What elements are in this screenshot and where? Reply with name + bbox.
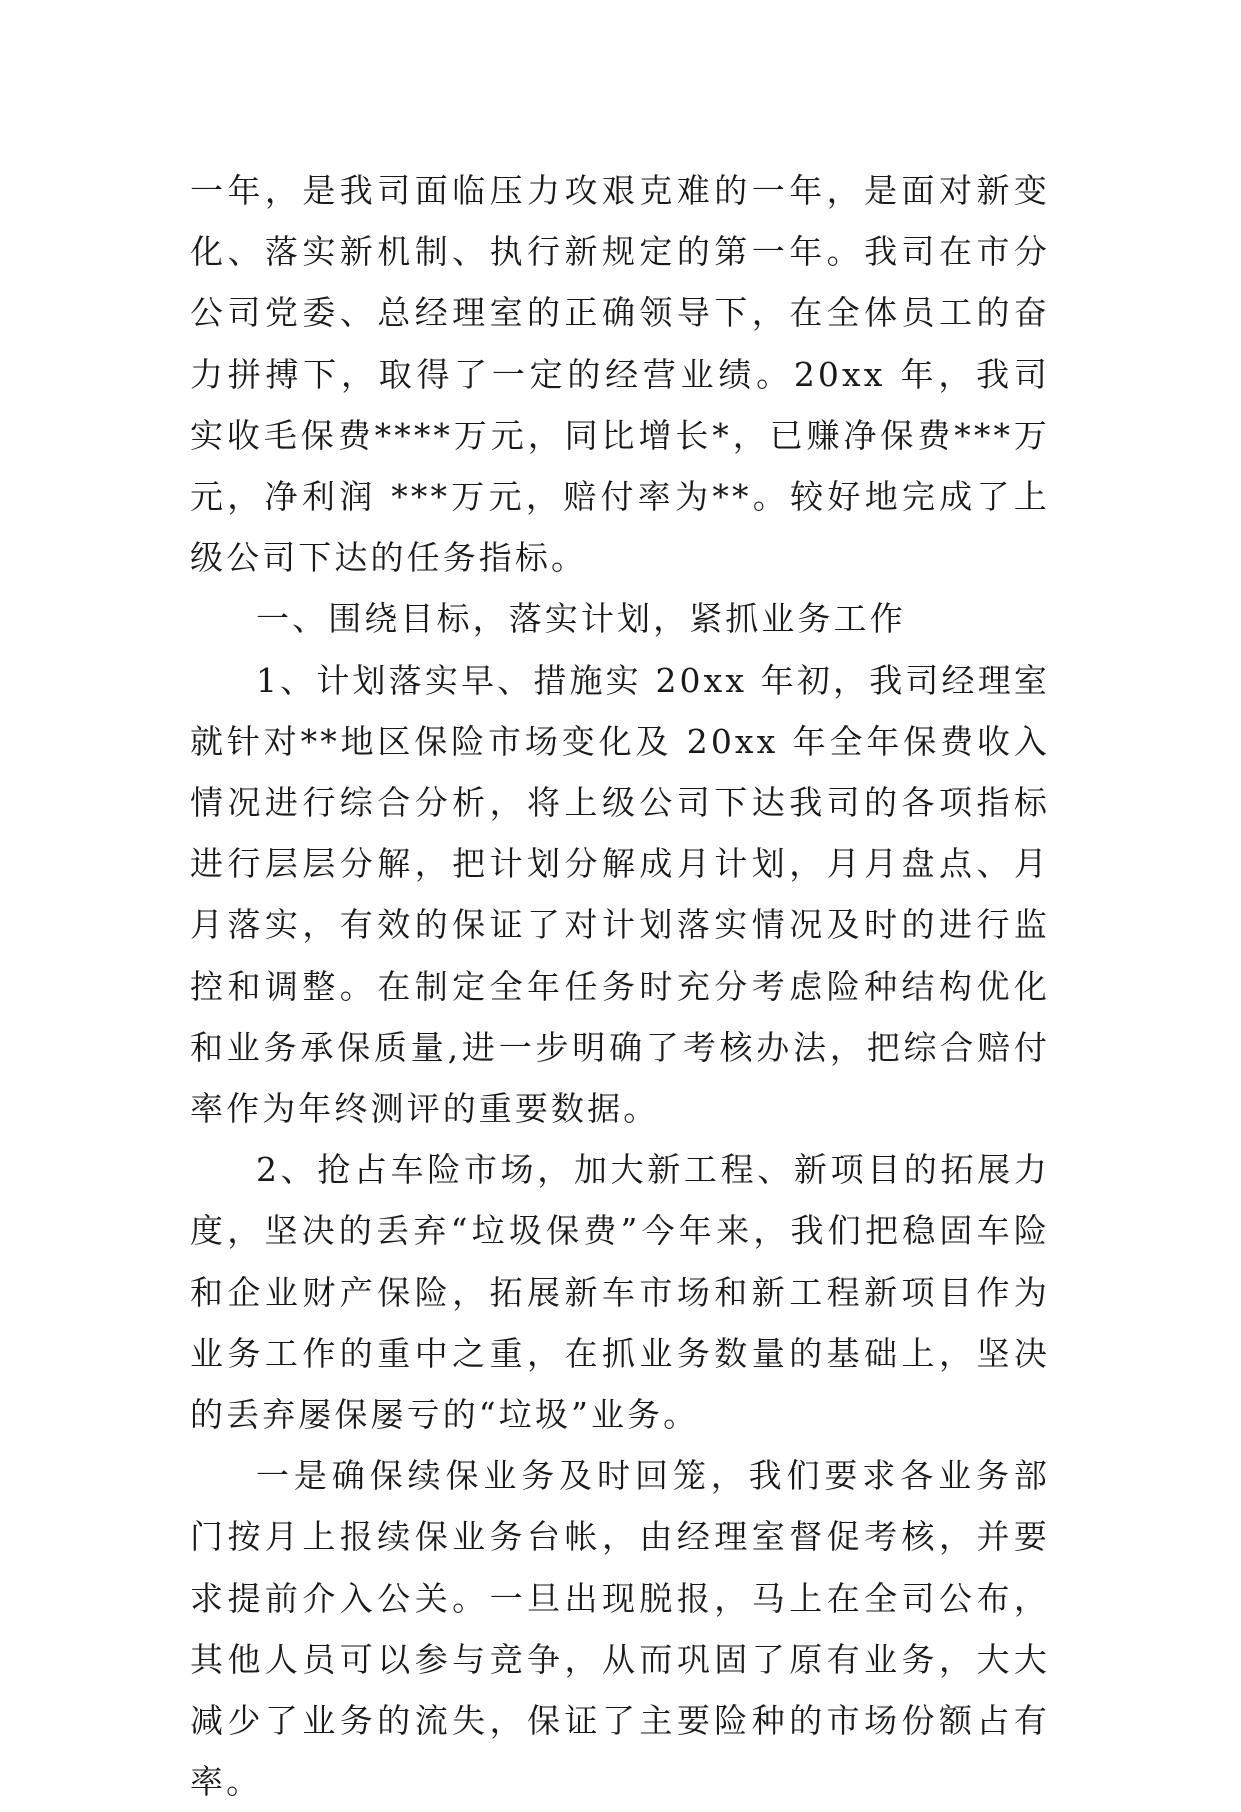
- item-1-paragraph: 1、计划落实早、措施实 20xx 年初，我司经理室就针对**地区保险市场变化及 20xx 年全年保费收入情况进行综合分析，将上级公司下达我司的各项指标进行层层分解，把计划分解成月计划，月月盘点、月月落实，有效的保证了对计划落实情况及时的进行监控和调整。在制定全年任务时充分考虑险种结构优化和业务承保质量,进一步明确了考核办法，把综合赔付率作为年终测评的重要数据。: [190, 660, 1050, 1129]
- intro-paragraph: 一年，是我司面临压力攻艰克难的一年，是面对新变化、落实新机制、执行新规定的第一年。我司在市分公司党委、总经理室的正确领导下，在全体员工的奋力拼搏下，取得了一定的经营业绩。20xx 年，我司实收毛保费****万元，同比增长*，已赚净保费***万元，净利润 ***万元，赔付率为**。较好地完成了上级公司下达的任务指标。: [190, 171, 1050, 578]
- item-2-paragraph: 2、抢占车险市场，加大新工程、新项目的拓展力度，坚决的丢弃“垃圾保费”今年来，我们把稳固车险和企业财产保险，拓展新车市场和新工程新项目作为业务工作的重中之重，在抓业务数量的基础上，坚决的丢弃屡保屡亏的“垃圾”业务。: [190, 1150, 1050, 1435]
- document-page: [190, 160, 1050, 1812]
- point-1-paragraph: 一是确保续保业务及时回笼，我们要求各业务部门按月上报续保业务台帐，由经理室督促考核，并要求提前介入公关。一旦出现脱报，马上在全司公布，其他人员可以参与竞争，从而巩固了原有业务，大大减少了业务的流失，保证了主要险种的市场份额占有率。: [190, 1456, 1050, 1802]
- section-heading: 一、围绕目标，落实计划，紧抓业务工作: [256, 599, 906, 639]
